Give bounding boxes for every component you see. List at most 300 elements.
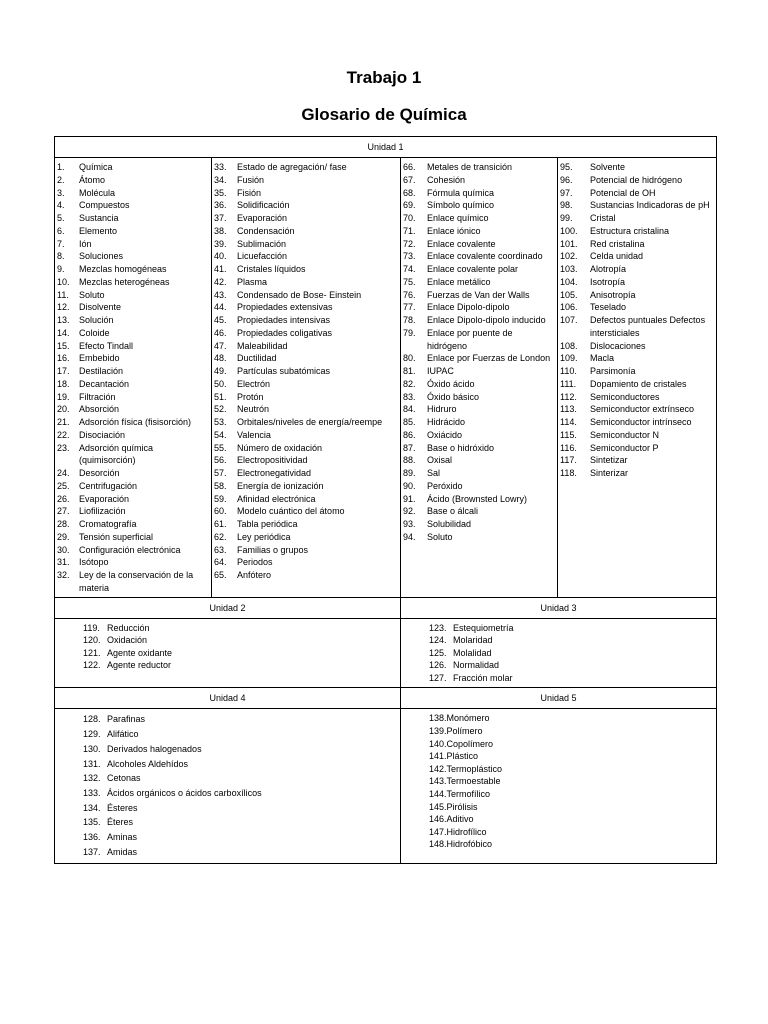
item-number: 20. — [57, 404, 70, 415]
item-number: 56. — [214, 455, 227, 466]
item-number: 113. — [560, 404, 577, 415]
item-term: Semiconductor intrínseco — [590, 417, 692, 427]
unidad-1-column-3 — [401, 158, 558, 598]
item-number: 138. — [429, 713, 447, 724]
glossary-item — [83, 815, 400, 830]
item-number: 66. — [403, 162, 416, 172]
glossary-item — [214, 454, 398, 467]
item-term: Solución — [79, 315, 114, 325]
glossary-item — [57, 263, 209, 276]
item-term: Propiedades coligativas — [237, 327, 333, 338]
item-term: Hidrácido — [427, 417, 466, 427]
glossary-item — [403, 289, 555, 302]
unidad-1-header: Unidad 1 — [55, 137, 717, 158]
glossary-item — [214, 442, 398, 455]
item-number: 146. — [429, 814, 447, 825]
item-term: Propiedades intensivas — [237, 315, 331, 325]
item-term: Monómero — [446, 713, 490, 724]
item-number: 50. — [214, 378, 227, 389]
item-term: Molaridad — [453, 635, 493, 646]
glossary-item — [57, 365, 209, 378]
glossary-item — [214, 391, 398, 404]
item-term: Dopamiento de cristales — [590, 378, 687, 389]
item-number: 43. — [214, 289, 227, 300]
item-term: Sintetizar — [590, 455, 628, 466]
item-term: Número de oxidación — [237, 442, 323, 453]
glossary-item — [214, 187, 398, 200]
item-number: 121. — [83, 647, 101, 658]
glossary-item — [560, 314, 714, 340]
item-number: 145. — [429, 801, 447, 812]
item-number: 31. — [57, 557, 70, 568]
item-number: 88. — [403, 455, 416, 466]
item-number: 93. — [403, 519, 416, 529]
item-number: 64. — [214, 557, 227, 568]
glossary-item — [57, 493, 209, 506]
item-term: Solvente — [590, 162, 626, 172]
item-term: Soluciones — [79, 251, 124, 262]
item-term: Electronegatividad — [237, 468, 312, 478]
item-term: Semiconductor extrínseco — [590, 404, 695, 415]
item-term: Potencial de hidrógeno — [590, 174, 683, 185]
glossary-item — [57, 301, 209, 314]
item-number: 148. — [429, 839, 447, 850]
glossary-item — [214, 429, 398, 442]
item-number: 87. — [403, 442, 416, 453]
glossary-item — [560, 416, 714, 429]
glossary-item — [83, 622, 400, 635]
item-number: 125. — [429, 647, 447, 658]
glossary-item — [403, 365, 555, 378]
item-number: 16. — [57, 353, 70, 364]
item-term: Oxiácido — [427, 429, 463, 440]
item-number: 57. — [214, 468, 227, 478]
item-term: Mezclas heterogéneas — [79, 276, 170, 287]
glossary-item — [57, 531, 209, 544]
item-number: 136. — [83, 832, 101, 843]
item-term: Sublimación — [237, 238, 287, 249]
glossary-item — [403, 480, 555, 493]
glossary-item — [57, 556, 209, 569]
glossary-item — [429, 659, 716, 672]
glossary-item — [214, 263, 398, 276]
glossary-item — [214, 365, 398, 378]
item-term: Hidruro — [427, 404, 457, 415]
item-term: Periodos — [237, 557, 273, 568]
glossary-item — [83, 801, 400, 816]
item-term: Decantación — [79, 378, 130, 389]
item-number: 51. — [214, 391, 227, 402]
item-term: Enlace por Fuerzas de London — [427, 353, 551, 364]
item-number: 37. — [214, 213, 227, 223]
item-term: Enlace metálico — [427, 276, 491, 287]
item-number: 24. — [57, 468, 70, 478]
glossary-item — [83, 634, 400, 647]
glossary-item — [214, 531, 398, 544]
glossary-item — [214, 250, 398, 263]
item-number: 141. — [429, 751, 447, 762]
item-number: 67. — [403, 174, 416, 185]
item-term: Semiconductor N — [590, 429, 660, 440]
glossary-item — [403, 391, 555, 404]
item-number: 78. — [403, 315, 416, 325]
item-term: Configuración electrónica — [79, 544, 181, 555]
glossary-item — [57, 518, 209, 531]
glossary-item — [403, 212, 555, 225]
item-number: 32. — [57, 570, 70, 580]
glossary-item — [214, 212, 398, 225]
item-term: Adsorción física (fisisorción) — [79, 417, 192, 427]
glossary-item — [429, 826, 716, 839]
item-term: Maleabilidad — [237, 340, 288, 351]
glossary-item — [57, 429, 209, 442]
item-term: Disolvente — [79, 302, 122, 313]
item-term: Filtración — [79, 391, 116, 402]
glossary-item — [57, 314, 209, 327]
item-number: 29. — [57, 531, 70, 542]
item-number: 77. — [403, 302, 416, 313]
item-number: 2. — [57, 174, 65, 185]
unidad-4-header: Unidad 4 — [55, 688, 401, 709]
item-number: 55. — [214, 442, 227, 453]
item-term: Cristales líquidos — [237, 264, 306, 274]
item-number: 42. — [214, 276, 227, 287]
item-term: Elemento — [79, 225, 118, 236]
item-number: 82. — [403, 378, 416, 389]
item-term: Plasma — [237, 276, 268, 287]
glossary-item — [560, 365, 714, 378]
item-term: Ión — [79, 238, 92, 249]
glossary-item — [214, 493, 398, 506]
item-term: Átomo — [79, 174, 106, 185]
item-number: 34. — [214, 174, 227, 185]
glossary-item — [560, 442, 714, 455]
glossary-item — [57, 212, 209, 225]
glossary-item — [403, 531, 555, 544]
glossary-item — [429, 672, 716, 685]
item-term: Peróxido — [427, 480, 463, 491]
item-number: 95. — [560, 162, 573, 172]
item-number: 86. — [403, 429, 416, 440]
item-number: 142. — [429, 763, 447, 774]
item-number: 76. — [403, 289, 416, 300]
item-number: 103. — [560, 264, 578, 274]
item-term: Condensado de Bose- Einstein — [237, 289, 362, 300]
item-term: Coloide — [79, 327, 110, 338]
glossary-item — [403, 238, 555, 251]
item-term: Estado de agregación/ fase — [237, 162, 347, 172]
item-number: 128. — [83, 714, 101, 725]
item-number: 122. — [83, 660, 101, 671]
item-number: 44. — [214, 302, 227, 313]
glossary-item — [214, 199, 398, 212]
glossary-item — [214, 161, 398, 174]
item-term: Soluto — [79, 289, 105, 300]
unidad-3-header: Unidad 3 — [401, 597, 717, 618]
item-number: 17. — [57, 366, 70, 376]
item-term: Anisotropía — [590, 289, 636, 300]
glossary-item — [429, 634, 716, 647]
glossary-item — [403, 199, 555, 212]
item-number: 143. — [429, 776, 447, 787]
glossary-item — [429, 622, 716, 635]
item-term: Copolímero — [446, 738, 494, 749]
item-number: 74. — [403, 264, 416, 274]
glossary-item — [403, 416, 555, 429]
glossary-item — [57, 238, 209, 251]
item-term: Parafinas — [107, 714, 146, 725]
glossary-item — [403, 403, 555, 416]
item-number: 117. — [560, 455, 577, 466]
item-term: Desorción — [79, 468, 120, 478]
unidad-1-column-2 — [212, 158, 401, 598]
item-term: Evaporación — [237, 213, 288, 223]
item-term: Ley de la conservación de la materia — [79, 570, 194, 593]
item-number: 14. — [57, 327, 70, 338]
item-number: 38. — [214, 225, 227, 236]
item-number: 84. — [403, 404, 416, 415]
glossary-item — [57, 403, 209, 416]
item-number: 118. — [560, 468, 577, 478]
item-number: 140. — [429, 738, 447, 749]
glossary-item — [560, 467, 714, 480]
item-term: Potencial de OH — [590, 187, 656, 198]
item-term: Celda unidad — [590, 251, 644, 262]
item-number: 139. — [429, 726, 447, 737]
item-number: 25. — [57, 480, 70, 491]
item-term: Aditivo — [446, 814, 474, 825]
item-term: Efecto Tindall — [79, 340, 134, 351]
glossary-item — [57, 378, 209, 391]
item-term: Dislocaciones — [590, 340, 646, 351]
item-number: 12. — [57, 302, 70, 313]
item-number: 71. — [403, 225, 416, 236]
item-term: Sustancia — [79, 213, 119, 223]
glossary-item — [403, 518, 555, 531]
item-number: 73. — [403, 251, 416, 262]
item-term: Neutrón — [237, 404, 270, 415]
item-number: 72. — [403, 238, 416, 249]
item-term: Electropositividad — [237, 455, 308, 466]
item-number: 75. — [403, 276, 416, 287]
glossary-item — [214, 327, 398, 340]
glossary-item — [403, 493, 555, 506]
item-number: 19. — [57, 391, 70, 402]
item-number: 134. — [83, 802, 101, 813]
item-term: Destilación — [79, 366, 124, 376]
glossary-item — [403, 263, 555, 276]
glossary-item — [214, 276, 398, 289]
item-term: Enlace Dipolo-dipolo — [427, 302, 510, 313]
item-term: Defectos puntuales Defectos intersticiales — [590, 315, 706, 338]
page-subtitle: Glosario de Química — [301, 105, 467, 124]
item-number: 133. — [83, 787, 101, 798]
item-term: IUPAC — [427, 366, 454, 376]
item-term: Fórmula química — [427, 187, 495, 198]
item-number: 8. — [57, 251, 65, 262]
item-term: Isótopo — [79, 557, 109, 568]
item-number: 22. — [57, 429, 70, 440]
item-number: 80. — [403, 353, 416, 364]
item-term: Absorción — [79, 404, 120, 415]
glossary-item — [560, 454, 714, 467]
glossary-item — [214, 556, 398, 569]
item-number: 5. — [57, 213, 65, 223]
glossary-item — [57, 187, 209, 200]
item-number: 111. — [560, 378, 577, 389]
glossary-item — [429, 838, 716, 851]
item-number: 41. — [214, 264, 227, 274]
glossary-item — [57, 174, 209, 187]
glossary-item — [429, 801, 716, 814]
item-term: Ésteres — [107, 802, 138, 813]
item-number: 91. — [403, 493, 416, 504]
item-number: 119. — [83, 622, 100, 633]
glossary-item — [403, 442, 555, 455]
glossary-item — [403, 174, 555, 187]
item-number: 21. — [57, 417, 70, 427]
item-number: 68. — [403, 187, 416, 198]
item-term: Sinterizar — [590, 468, 629, 478]
item-term: Liofilización — [79, 506, 126, 517]
item-number: 35. — [214, 187, 227, 198]
glossary-item — [560, 161, 714, 174]
item-term: Teselado — [590, 302, 627, 313]
item-number: 85. — [403, 417, 416, 427]
glossary-item — [403, 276, 555, 289]
glossary-item — [214, 314, 398, 327]
glossary-item — [214, 174, 398, 187]
item-term: Semiconductores — [590, 391, 660, 402]
glossary-item — [403, 225, 555, 238]
glossary-item — [403, 378, 555, 391]
item-term: Oxisal — [427, 455, 453, 466]
item-number: 105. — [560, 289, 578, 300]
item-number: 18. — [57, 378, 70, 389]
item-term: Hidrofílico — [446, 826, 487, 837]
item-term: Metales de transición — [427, 162, 513, 172]
item-number: 45. — [214, 315, 227, 325]
glossary-item — [560, 212, 714, 225]
glossary-item — [214, 569, 398, 582]
item-term: Agente reductor — [107, 660, 172, 671]
item-term: Cristal — [590, 213, 616, 223]
item-term: Enlace Dipolo-dipolo inducido — [427, 315, 546, 325]
item-number: 58. — [214, 480, 227, 491]
glossary-item — [560, 238, 714, 251]
item-term: Fuerzas de Van der Walls — [427, 289, 530, 300]
glossary-item — [57, 340, 209, 353]
glossary-item — [214, 225, 398, 238]
glossary-item — [560, 301, 714, 314]
glossary-item — [83, 845, 400, 860]
item-term: Ley periódica — [237, 531, 291, 542]
item-number: 46. — [214, 327, 227, 338]
item-number: 23. — [57, 442, 70, 453]
unidad-4-list — [55, 709, 401, 863]
item-number: 52. — [214, 404, 227, 415]
item-term: Sustancias Indicadoras de pH — [590, 200, 710, 211]
glossary-table — [54, 136, 717, 864]
item-term: Enlace covalente — [427, 238, 496, 249]
item-term: Electrón — [237, 378, 271, 389]
item-number: 6. — [57, 225, 65, 236]
glossary-item — [403, 187, 555, 200]
glossary-item — [57, 416, 209, 429]
item-term: Óxido básico — [427, 391, 480, 402]
item-term: Cohesión — [427, 174, 466, 185]
item-number: 81. — [403, 366, 416, 376]
item-number: 132. — [83, 773, 101, 784]
item-number: 137. — [83, 846, 101, 857]
item-number: 129. — [83, 729, 101, 740]
glossary-item — [214, 352, 398, 365]
glossary-item — [83, 771, 400, 786]
item-term: Enlace químico — [427, 213, 489, 223]
item-number: 126. — [429, 660, 447, 671]
glossary-item — [429, 725, 716, 738]
glossary-item — [57, 442, 209, 468]
glossary-item — [403, 454, 555, 467]
glossary-item — [429, 750, 716, 763]
item-term: Anfótero — [237, 570, 272, 580]
page-title: Trabajo 1 — [346, 68, 422, 87]
item-number: 27. — [57, 506, 70, 517]
item-term: Protón — [237, 391, 264, 402]
item-term: Enlace iónico — [427, 225, 481, 236]
item-number: 65. — [214, 570, 227, 580]
item-number: 130. — [83, 743, 101, 754]
item-number: 10. — [57, 276, 70, 287]
item-term: Agente oxidante — [107, 647, 173, 658]
glossary-item — [214, 238, 398, 251]
item-number: 47. — [214, 340, 227, 351]
item-term: Molécula — [79, 187, 116, 198]
glossary-item — [83, 757, 400, 772]
item-number: 97. — [560, 187, 573, 198]
item-number: 108. — [560, 340, 578, 351]
item-term: Fisión — [237, 187, 262, 198]
item-number: 13. — [57, 315, 70, 325]
glossary-item — [560, 263, 714, 276]
item-number: 102. — [560, 251, 578, 262]
glossary-item — [57, 161, 209, 174]
item-number: 96. — [560, 174, 573, 185]
item-number: 53. — [214, 417, 227, 427]
glossary-item — [57, 569, 209, 595]
glossary-item — [83, 742, 400, 757]
glossary-item — [560, 174, 714, 187]
glossary-item — [429, 813, 716, 826]
glossary-item — [57, 467, 209, 480]
item-number: 83. — [403, 391, 416, 402]
glossary-item — [83, 712, 400, 727]
glossary-item — [83, 830, 400, 845]
glossary-item — [214, 467, 398, 480]
glossary-item — [560, 352, 714, 365]
item-number: 100. — [560, 225, 578, 236]
item-term: Molalidad — [453, 647, 492, 658]
glossary-item — [560, 403, 714, 416]
item-term: Normalidad — [453, 660, 500, 671]
item-term: Base o álcali — [427, 506, 479, 517]
item-term: Valencia — [237, 429, 271, 440]
item-term: Centrifugación — [79, 480, 138, 491]
glossary-item — [560, 429, 714, 442]
glossary-item — [560, 276, 714, 289]
item-term: Soluto — [427, 531, 453, 542]
item-number: 63. — [214, 544, 227, 555]
